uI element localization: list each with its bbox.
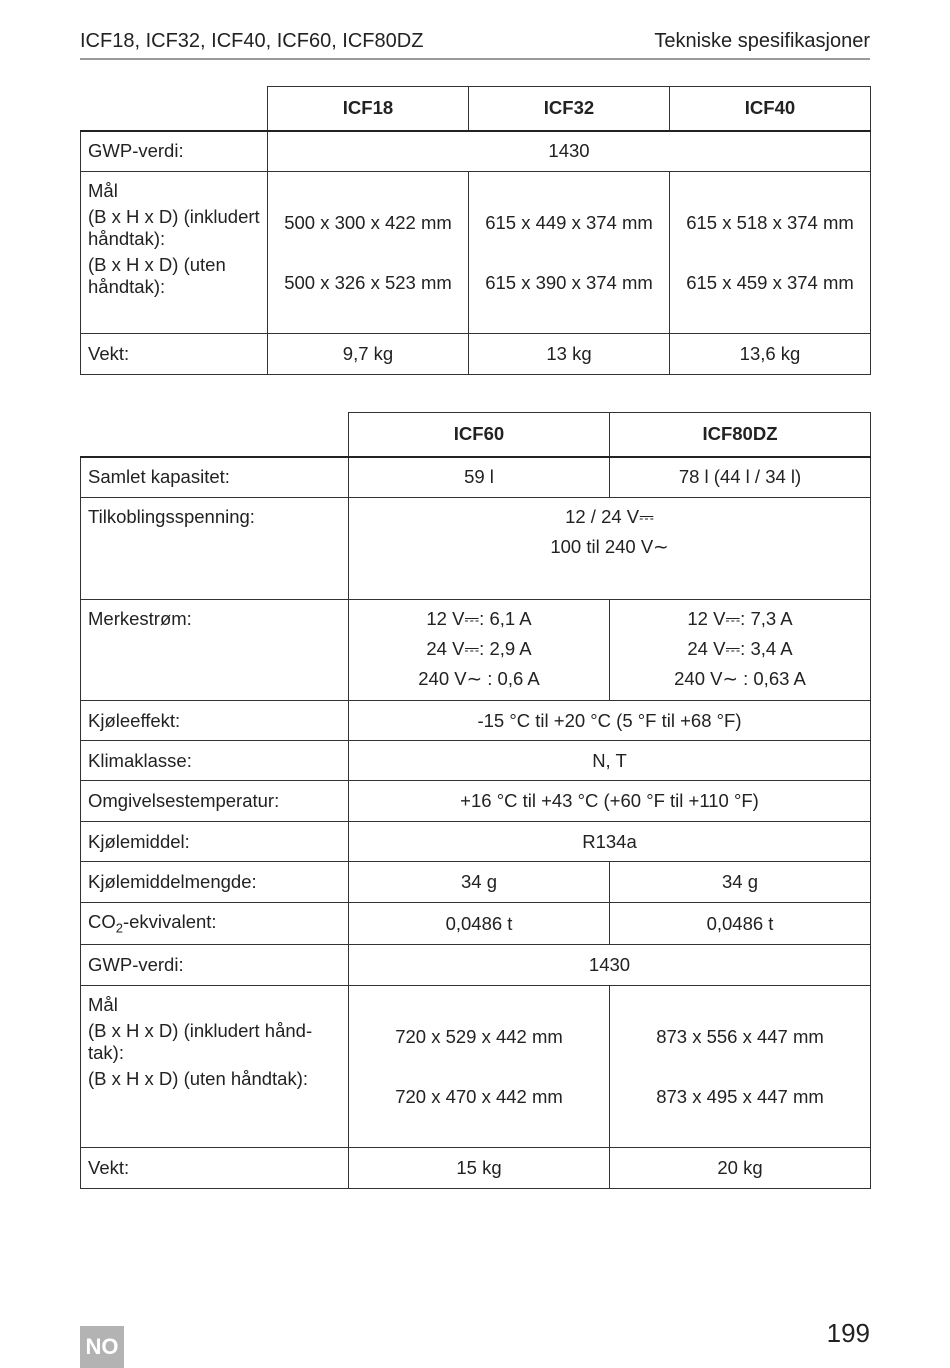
weight-icf80dz: 20 kg — [610, 1148, 871, 1189]
row-label-refrigerant-amount: Kjølemiddelmengde: — [81, 862, 349, 903]
row-label-dimensions — [81, 986, 349, 1148]
weight-icf32: 13 kg — [469, 334, 670, 375]
row-label-cooling: Kjøleeffekt: — [81, 701, 349, 741]
row-label-climate: Klimaklasse: — [81, 741, 349, 781]
table-header-row — [81, 413, 871, 457]
table-row — [81, 600, 871, 701]
capacity-icf60: 59 l — [349, 457, 610, 498]
spec-table-icf18-32-40 — [80, 86, 871, 375]
dims-title: Mål — [88, 994, 118, 1015]
current-icf60 — [349, 600, 610, 701]
co2-icf80dz: 0,0486 t — [610, 903, 871, 945]
weight-icf18: 9,7 kg — [268, 334, 469, 375]
dims-icf18 — [268, 172, 469, 334]
row-label-weight: Vekt: — [81, 1148, 349, 1189]
spec-table-icf60-80dz — [80, 412, 871, 1189]
refrigerant-value: R134a — [349, 822, 871, 862]
gwp-value: 1430 — [268, 131, 871, 172]
co2-label-sub: 2 — [115, 920, 123, 936]
col-header-icf32: ICF32 — [469, 87, 670, 131]
dims-with-value: 720 x 529 x 442 mm — [395, 1025, 563, 1047]
table-header-row — [81, 87, 871, 131]
dims-label-with-handle: (B x H x D) (inkludert håndtak): — [88, 206, 260, 249]
dims-without-value: 720 x 470 x 442 mm — [395, 1085, 563, 1107]
page-header — [80, 28, 870, 60]
dims-title: Mål — [88, 180, 118, 201]
row-label-refrigerant: Kjølemiddel: — [81, 822, 349, 862]
table-row — [81, 131, 871, 172]
table-row — [81, 862, 871, 903]
dims-without-value: 873 x 495 x 447 mm — [656, 1085, 824, 1107]
voltage-value — [349, 498, 871, 600]
dims-icf40 — [670, 172, 871, 334]
row-label-gwp: GWP-verdi: — [81, 945, 349, 986]
dims-with-value: 615 x 518 x 374 mm — [686, 211, 854, 233]
dims-label-without-handle: (B x H x D) (uten håndtak): — [88, 1068, 309, 1089]
dims-label-with-handle: (B x H x D) (inkludert hånd-tak): — [88, 1020, 313, 1063]
col-header-icf18: ICF18 — [268, 87, 469, 131]
dims-label-without-handle: (B x H x D) (uten håndtak): — [88, 254, 226, 297]
co2-icf60: 0,0486 t — [349, 903, 610, 945]
table-row — [81, 172, 871, 334]
dims-with-value: 500 x 300 x 422 mm — [284, 211, 452, 233]
current-24v: 24 V⎓: 2,9 A — [426, 638, 532, 659]
row-label-capacity: Samlet kapasitet: — [81, 457, 349, 498]
ambient-value: +16 °C til +43 °C (+60 °F til +110 °F) — [349, 781, 871, 822]
dims-with-value: 615 x 449 x 374 mm — [485, 211, 653, 233]
dims-icf60 — [349, 986, 610, 1148]
row-label-dimensions — [81, 172, 268, 334]
climate-value: N, T — [349, 741, 871, 781]
row-label-gwp: GWP-verdi: — [81, 131, 268, 172]
weight-icf40: 13,6 kg — [670, 334, 871, 375]
current-24v: 24 V⎓: 3,4 A — [687, 638, 793, 659]
table-row — [81, 986, 871, 1148]
table-row — [81, 903, 871, 945]
col-header-icf60: ICF60 — [349, 413, 610, 457]
col-header-icf80dz: ICF80DZ — [610, 413, 871, 457]
dims-icf32 — [469, 172, 670, 334]
table-row — [81, 498, 871, 600]
current-12v: 12 V⎓: 6,1 A — [426, 608, 532, 629]
co2-label-pre: CO — [88, 911, 116, 933]
refrigerant-amount-icf80dz: 34 g — [610, 862, 871, 903]
table-row — [81, 945, 871, 986]
row-label-current: Merkestrøm: — [81, 600, 349, 701]
row-label-ambient: Omgivelsestemperatur: — [81, 781, 349, 822]
gwp-value: 1430 — [349, 945, 871, 986]
dims-without-value: 615 x 390 x 374 mm — [485, 271, 653, 293]
dims-without-value: 500 x 326 x 523 mm — [284, 271, 452, 293]
table-row — [81, 741, 871, 781]
current-12v: 12 V⎓: 7,3 A — [687, 608, 793, 629]
current-240v: 240 V∼ : 0,6 A — [418, 668, 540, 689]
dims-icf80dz — [610, 986, 871, 1148]
voltage-dc: 12 / 24 V⎓ — [565, 506, 654, 527]
refrigerant-amount-icf60: 34 g — [349, 862, 610, 903]
table-row — [81, 781, 871, 822]
dims-without-value: 615 x 459 x 374 mm — [686, 271, 854, 293]
table-row — [81, 1148, 871, 1189]
table-row — [81, 701, 871, 741]
col-header-icf40: ICF40 — [670, 87, 871, 131]
table-row — [81, 822, 871, 862]
current-240v: 240 V∼ : 0,63 A — [674, 668, 806, 689]
row-label-weight: Vekt: — [81, 334, 268, 375]
empty-corner-cell — [81, 87, 268, 131]
row-label-co2 — [81, 903, 349, 945]
co2-label-post: -ekvivalent: — [122, 911, 217, 933]
voltage-ac: 100 til 240 V∼ — [550, 536, 669, 557]
empty-corner-cell — [81, 413, 349, 457]
capacity-icf80dz: 78 l (44 l / 34 l) — [610, 457, 871, 498]
page-number: 199 — [826, 1318, 870, 1348]
cooling-value: -15 °C til +20 °C (5 °F til +68 °F) — [349, 701, 871, 741]
dims-with-value: 873 x 556 x 447 mm — [656, 1025, 824, 1047]
row-label-voltage: Tilkoblingsspenning: — [81, 498, 349, 600]
weight-icf60: 15 kg — [349, 1148, 610, 1189]
header-section: Tekniske spesifikasjoner — [654, 30, 870, 52]
language-tab: NO — [80, 1326, 124, 1368]
current-icf80dz — [610, 600, 871, 701]
table-row — [81, 457, 871, 498]
table-row — [81, 334, 871, 375]
header-models: ICF18, ICF32, ICF40, ICF60, ICF80DZ — [80, 30, 424, 52]
